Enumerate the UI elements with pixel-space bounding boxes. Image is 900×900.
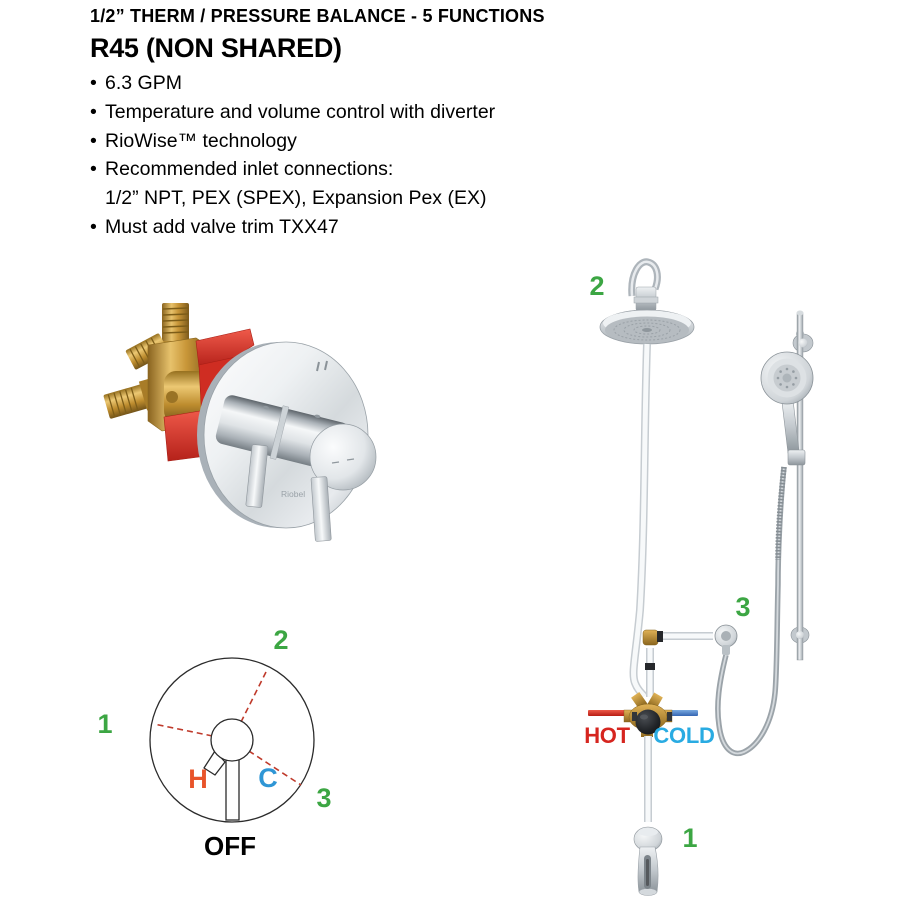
brand-label: Riobel bbox=[281, 489, 306, 499]
function-label-rain-head: 2 bbox=[589, 271, 605, 301]
dial-position-label-1: 1 bbox=[97, 709, 113, 739]
feature-item bbox=[90, 155, 495, 184]
dial-position-label-3: 3 bbox=[316, 783, 332, 813]
supply-elbow bbox=[643, 630, 658, 645]
rough-in-valve-photo bbox=[100, 285, 395, 565]
feature-item bbox=[90, 184, 495, 213]
dial-cold-label: C bbox=[258, 763, 278, 793]
dial-position-label-2: 2 bbox=[273, 625, 289, 655]
feature-item bbox=[90, 213, 495, 242]
bullet-marker: • bbox=[90, 100, 97, 123]
shower-system-diagram bbox=[560, 255, 900, 900]
feature-text: Must add valve trim TXX47 bbox=[105, 215, 339, 238]
feature-text: 1/2” NPT, PEX (SPEX), Expansion Pex (EX) bbox=[105, 187, 487, 210]
feature-list bbox=[90, 69, 495, 242]
model-title: R45 (NON SHARED) bbox=[90, 33, 342, 63]
dial-hot-label: H bbox=[188, 764, 208, 794]
handle-position-diagram bbox=[80, 618, 360, 878]
feature-text: Recommended inlet connections: bbox=[105, 158, 394, 181]
feature-text: Temperature and volume control with diverter bbox=[105, 100, 496, 123]
dial-off-label: OFF bbox=[204, 831, 256, 861]
feature-item bbox=[90, 69, 495, 98]
feature-text: RioWise™ technology bbox=[105, 129, 297, 152]
hot-label: HOT bbox=[584, 723, 630, 748]
bullet-marker: • bbox=[90, 215, 97, 238]
function-label-hand-shower: 3 bbox=[735, 592, 751, 622]
hand-shower bbox=[761, 352, 813, 465]
rain-shower-head bbox=[600, 262, 694, 344]
bullet-marker: • bbox=[90, 72, 97, 94]
feature-text: 6.3 GPM bbox=[105, 72, 182, 94]
shower-valve bbox=[584, 692, 714, 822]
trim-plate bbox=[197, 342, 376, 541]
bullet-marker: • bbox=[90, 129, 97, 152]
category-title: 1/2” THERM / PRESSURE BALANCE - 5 FUNCTIONS bbox=[90, 6, 545, 26]
feature-item bbox=[90, 127, 495, 156]
function-label-tub-spout: 1 bbox=[682, 823, 698, 853]
tub-spout bbox=[634, 827, 662, 896]
hand-shower-holder bbox=[788, 450, 805, 465]
bullet-marker: • bbox=[90, 158, 97, 181]
hand-shower-handle bbox=[782, 400, 799, 453]
cold-label: COLD bbox=[653, 723, 715, 748]
feature-item bbox=[90, 98, 495, 127]
hand-shower-hose bbox=[718, 467, 784, 753]
